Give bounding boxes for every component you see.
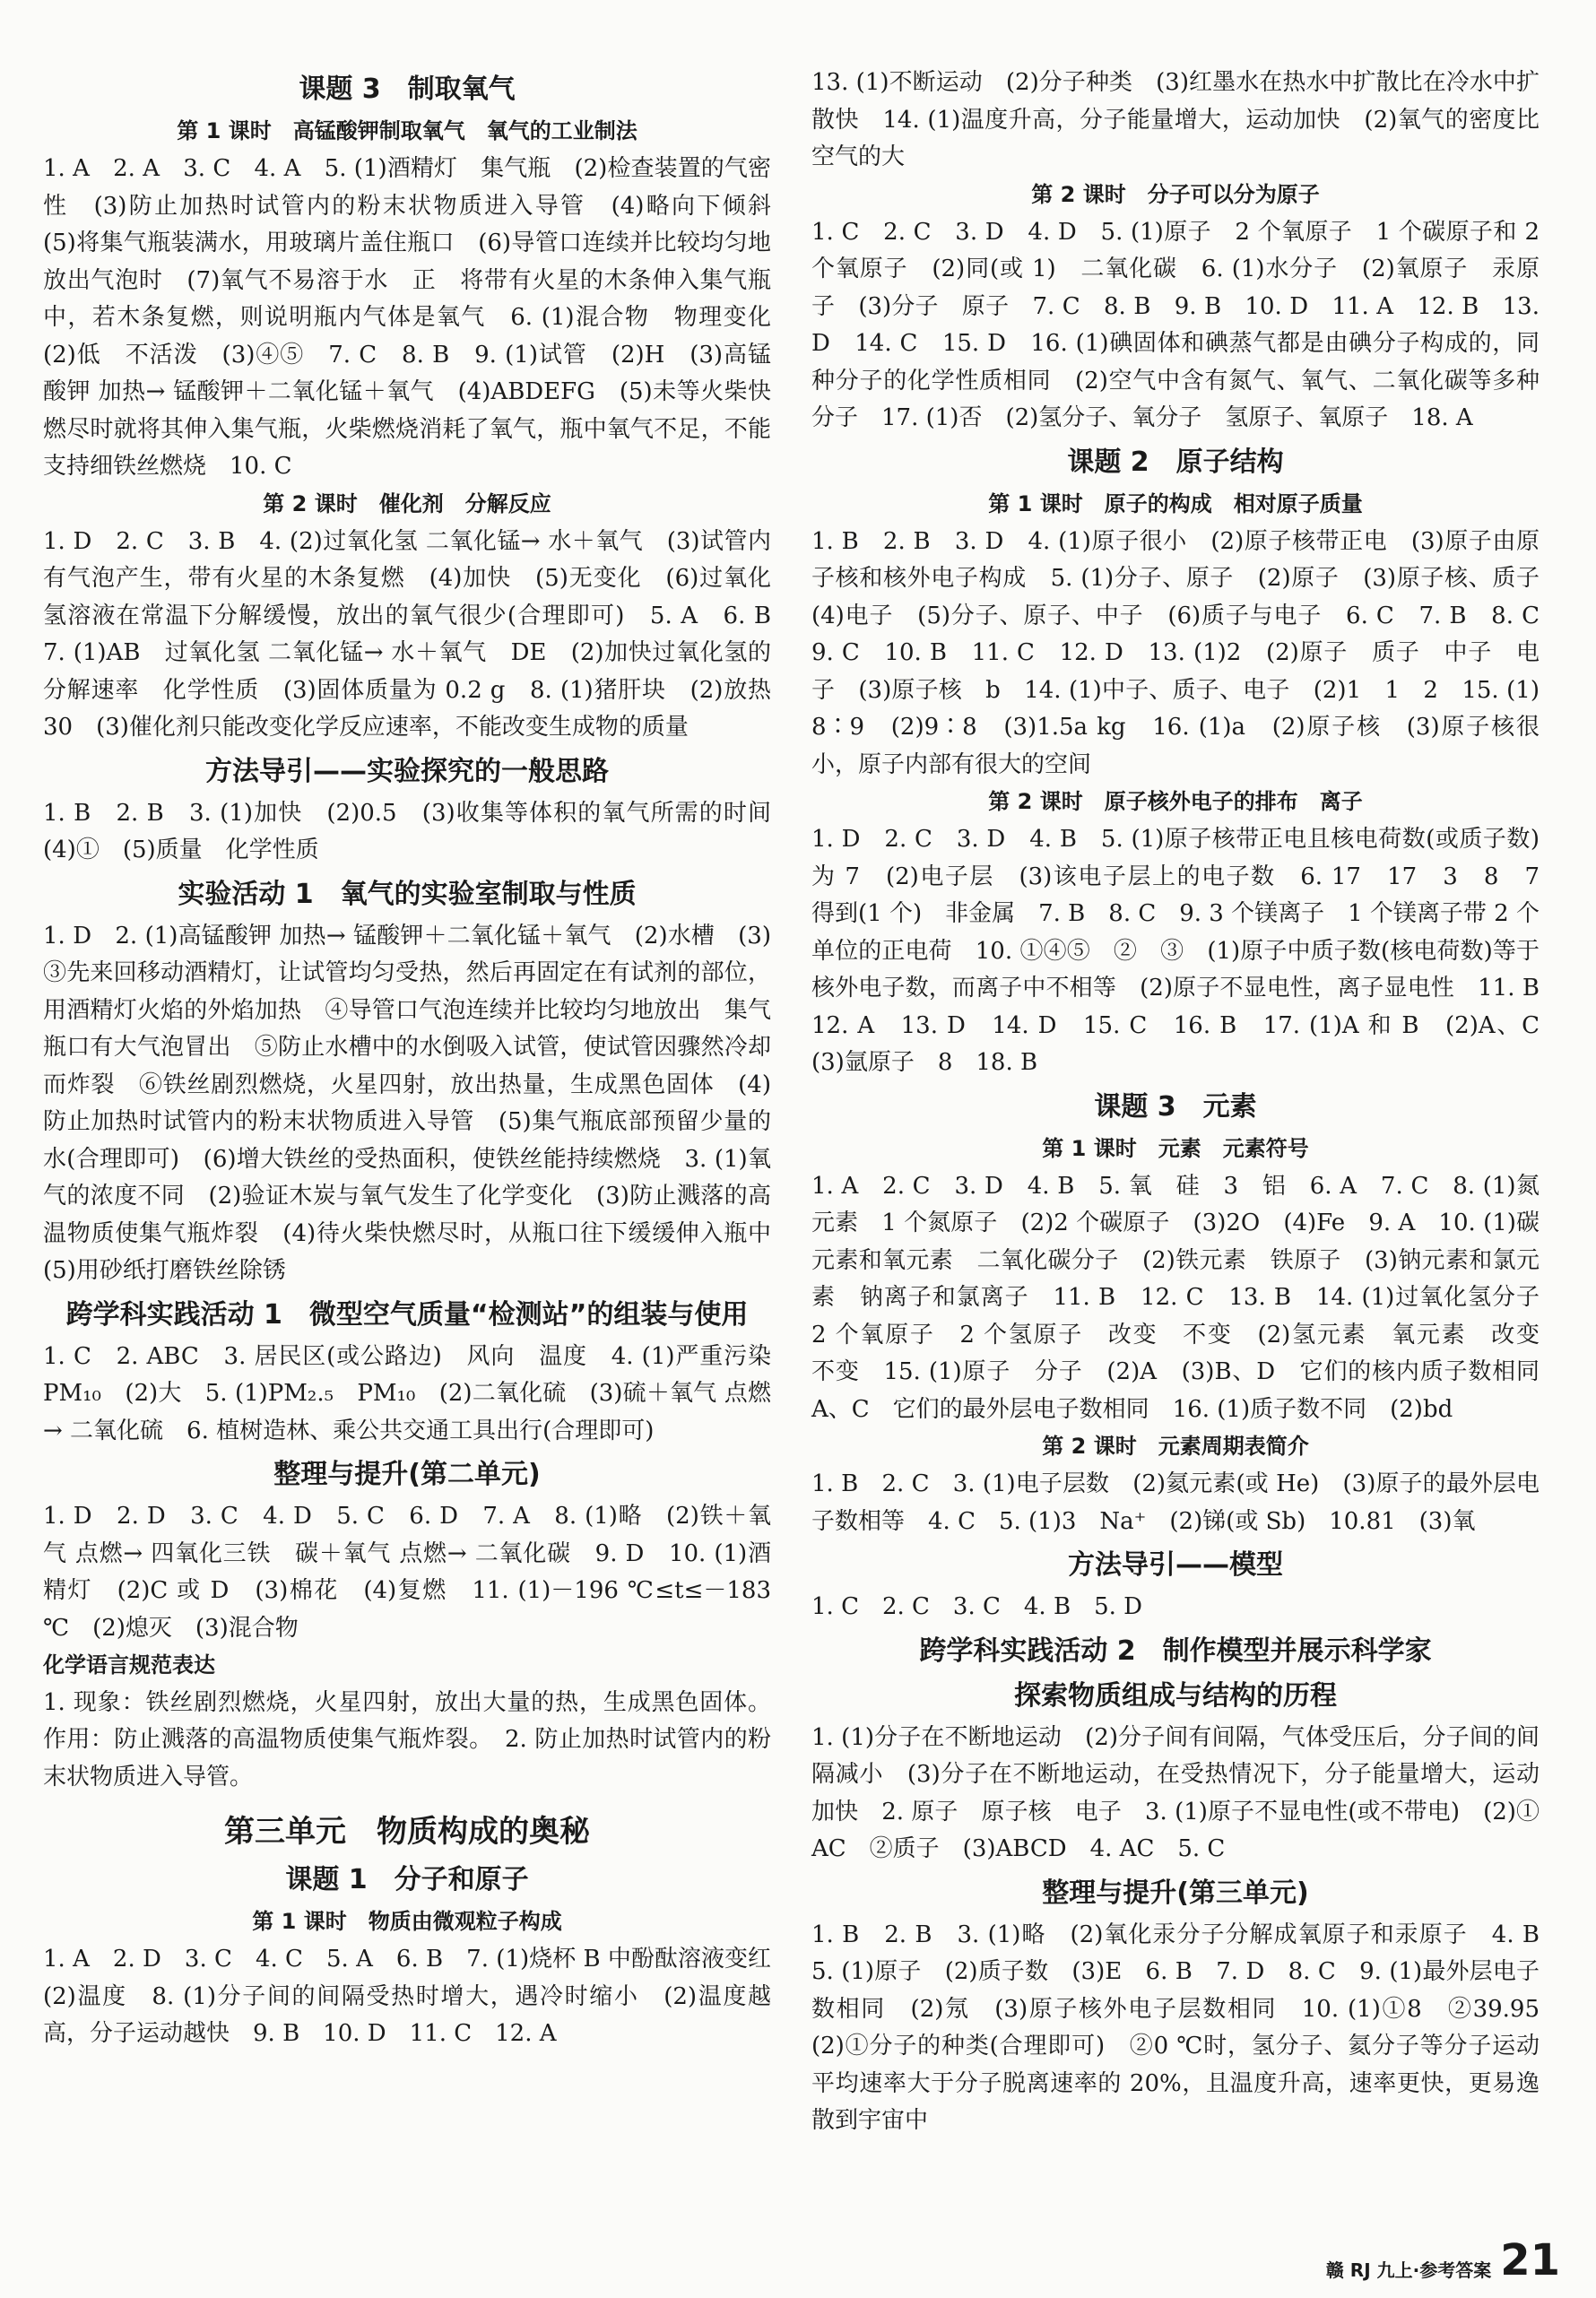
answer-paragraph: 1. D 2. (1)高锰酸钾 加热→ 锰酸钾＋二氧化锰＋氧气 (2)水槽 (3)③先来回移动酒精灯，让试管均匀受热，然后再固定在有试剂的部位，用酒精灯火焰的外焰加热 ④导管口气泡连续并比较均匀地放出 集气瓶口有大气泡冒出 ⑤防止水槽中的水倒吸入试管，使试管因骤然冷却而炸裂 ⑥铁丝剧烈燃烧，火星四射，放出热量，生成黑色固体 (4)防止加热时试管内的粉末状物质进入导管 (5)集气瓶底部预留少量的水(合理即可) (6)增大铁丝的受热面积，使铁丝能持续燃烧 3. (1)氧气的浓度不同 (2)验证木炭与氧气发生了化学变化 (3)防止溅落的高温物质使集气瓶炸裂 (4)待火柴快燃尽时，从瓶口往下缓缓伸入瓶中 (5)用砂纸打磨铁丝除锈 [43, 922, 795, 1284]
lesson-heading: 第 1 课时 高锰酸钾制取氧气 氧气的工业制法 [177, 118, 638, 143]
lesson-heading: 第 2 课时 分子可以分为原子 [1031, 181, 1320, 207]
page-number: 21 [1500, 2235, 1560, 2285]
answer-paragraph: 1. C 2. C 3. D 4. D 5. (1)原子 2 个氧原子 1 个碳原子和 2 个氧原子 (2)同(或 1) 二氧化碳 6. (1)水分子 (2)氧原子 汞原子 (3)分子 原子 7. C 8. B 9. B 10. D 11. A 12. B 13. D 14. C 15. D 16. (1)碘固体和碘蒸气都是由碘分子构成的，同种分子的化学性质相同 (2)空气中含有氮气、氧气、二氧化碳等多种分子 17. (1)否 (2)氢分子、氧分子 氢原子、氧原子 18. A [811, 218, 1540, 431]
section-heading: 整理与提升(第三单元) [1042, 1877, 1309, 1909]
section-heading: 方法导引——模型 [1068, 1549, 1283, 1581]
lesson-heading: 第 1 课时 物质由微观粒子构成 [252, 1909, 562, 1934]
lesson-heading: 第 2 课时 催化剂 分解反应 [263, 490, 551, 516]
lesson-heading: 第 2 课时 原子核外电子的排布 离子 [988, 789, 1363, 814]
page-footer [1326, 2237, 1560, 2284]
answer-paragraph: 13. (1)不断运动 (2)分子种类 (3)红墨水在热水中扩散比在冷水中扩散快 14. (1)温度升高，分子能量增大，运动加快 (2)氧气的密度比空气的大 [811, 69, 1540, 170]
footer-label: 赣 RJ 九上·参考答案 [1325, 2259, 1492, 2281]
section-heading: 实验活动 1 氧气的实验室制取与性质 [178, 878, 637, 910]
answer-paragraph: 1. A 2. A 3. C 4. A 5. (1)酒精灯 集气瓶 (2)检查装置的气密性 (3)防止加热时试管内的粉末状物质进入导管 (4)略向下倾斜 (5)将集气瓶装满水，用玻璃片盖住瓶口 (6)导管口连续并比较均匀地放出气泡时 (7)氧气不易溶于水 正 将带有火星的木条伸入集气瓶中，若木条复燃，则说明瓶内气体是氧气 6. (1)混合物 物理变化 (2)低 不活泼 (3)④⑤ 7. C 8. B 9. (1)试管 (2)H (3)高锰酸钾 加热→ 锰酸钾＋二氧化锰＋氧气 (4)ABDEFG (5)未等火柴快燃尽时就将其伸入集气瓶，火柴燃烧消耗了氧气，瓶中氧气不足，不能支持细铁丝燃烧 10. C [43, 155, 795, 480]
answer-paragraph: 1. C 2. C 3. C 4. B 5. D [811, 1593, 1142, 1620]
lesson-heading: 第 1 课时 元素 元素符号 [1042, 1135, 1309, 1161]
sub-label: 化学语言规范表达 [43, 1652, 215, 1678]
answer-paragraph: 1. A 2. D 3. C 4. C 5. A 6. B 7. (1)烧杯 B 中酚酞溶液变红 (2)温度 8. (1)分子间的间隔受热时增大，遇冷时缩小 (2)温度越高，分子运动越快 9. B 10. D 11. C 12. A [43, 1946, 795, 2047]
answer-paragraph: 1. C 2. ABC 3. 居民区(或公路边) 风向 温度 4. (1)严重污染 PM₁₀ (2)大 5. (1)PM₂.₅ PM₁₀ (2)二氧化硫 (3)硫＋氧气 点燃→ 二氧化硫 6. 植树造林、乘公共交通工具出行(合理即可) [43, 1342, 795, 1444]
lesson-heading: 第 2 课时 元素周期表简介 [1042, 1434, 1309, 1459]
answer-paragraph: 1. D 2. C 3. D 4. B 5. (1)原子核带正电且核电荷数(或质子数)为 7 (2)电子层 (3)该电子层上的电子数 6. 17 17 3 8 7 得到(1 个) 非金属 7. B 8. C 9. 3 个镁离子 1 个镁离子带 2 个单位的正电荷 10. ①④⑤ ② ③ (1)原子中质子数(核电荷数)等于核外电子数，而离子中不相等 (2)原子不显电性，离子显电性 11. B 12. A 13. D 14. D 15. C 16. B 17. (1)A 和 B (2)A、C (3)氩原子 8 18. B [811, 826, 1564, 1076]
answer-paragraph: 1. B 2. B 3. D 4. (1)原子很小 (2)原子核带正电 (3)原子由原子核和核外电子构成 5. (1)分子、原子 (2)原子 (3)原子核、质子 (4)电子 (5)分子、原子、中子 (6)质子与电子 6. C 7. B 8. C 9. C 10. B 11. C 12. D 13. (1)2 (2)原子 质子 中子 电子 (3)原子核 b 14. (1)中子、质子、电子 (2)1 1 2 15. (1)8∶9 (2)9∶8 (3)1.5a kg 16. (1)a (2)原子核 (3)原子核很小，原子内部有很大的空间 [811, 527, 1564, 778]
answer-paragraph: 1. (1)分子在不断地运动 (2)分子间有间隔，气体受压后，分子间的间隔减小 (3)分子在不断地运动，在受热情况下，分子能量增大，运动加快 2. 原子 原子核 电子 3. (1)原子不显电性(或不带电) (2)①AC ②质子 (3)ABCD 4. AC 5. C [811, 1723, 1540, 1862]
section-heading: 课题 3 制取氧气 [299, 74, 516, 105]
unit-heading: 第三单元 物质构成的奥秘 [224, 1814, 590, 1850]
answer-paragraph: 1. B 2. B 3. (1)加快 (2)0.5 (3)收集等体积的氧气所需的时间 (4)① (5)质量 化学性质 [43, 799, 795, 863]
answer-paragraph: 1. B 2. B 3. (1)略 (2)氧化汞分子分解成氧原子和汞原子 4. B 5. (1)原子 (2)质子数 (3)E 6. B 7. D 8. C 9. (1)最外层电子数相同 (2)氖 (3)原子核外电子层数相同 10. (1)①8 ②39.95 (2)①分子的种类(合理即可) ②0 ℃时，氢分子、氦分子等分子运动平均速率大于分子脱离速率的 20%，且温度升高，速率更快，更易逸散到宇宙中 [811, 1921, 1564, 2134]
section-heading: 课题 2 原子结构 [1067, 446, 1284, 478]
answer-paragraph: 1. D 2. C 3. B 4. (2)过氧化氢 二氧化锰→ 水＋氧气 (3)试管内有气泡产生，带有火星的木条复燃 (4)加快 (5)无变化 (6)过氧化氢溶液在常温下分解缓慢，放出的氧气很少(合理即可) 5. A 6. B 7. (1)AB 过氧化氢 二氧化锰→ 水＋氧气 DE (2)加快过氧化氢的分解速率 化学性质 (3)固体质量为 0.2 g 8. (1)猪肝块 (2)放热 30 (3)催化剂只能改变化学反应速率，不能改变生成物的质量 [43, 527, 795, 741]
section-heading: 跨学科实践活动 2 制作模型并展示科学家 [919, 1635, 1432, 1667]
section-heading: 探索物质组成与结构的历程 [1014, 1679, 1337, 1712]
answer-paragraph: 1. A 2. C 3. D 4. B 5. 氧 硅 3 铝 6. A 7. C 8. (1)氮元素 1 个氮原子 (2)2 个碳原子 (3)2O (4)Fe 9. A 10. (1)碳元素和氧元素 二氧化碳分子 (2)铁元素 铁原子 (3)钠元素和氯元素 钠离子和氯离子 11. B 12. C 13. B 14. (1)过氧化氢分子 2 个氧原子 2 个氢原子 改变 不变 (2)氢元素 氧元素 改变 不变 15. (1)原子 分子 (2)A (3)B、D 它们的核内质子数相同 A、C 它们的最外层电子数相同 16. (1)质子数不同 (2)bd [811, 1172, 1564, 1423]
left-column [43, 65, 795, 2053]
section-heading: 方法导引——实验探究的一般思路 [205, 755, 609, 787]
right-column [811, 65, 1564, 2140]
lesson-heading: 第 1 课时 原子的构成 相对原子质量 [988, 490, 1363, 516]
answer-paragraph: 1. D 2. D 3. C 4. D 5. C 6. D 7. A 8. (1)略 (2)铁＋氧气 点燃→ 四氧化三铁 碳＋氧气 点燃→ 二氧化碳 9. D 10. (1)酒精灯 (2)C 或 D (3)棉花 (4)复燃 11. (1)－196 ℃≤t≤－183 ℃ (2)熄灭 (3)混合物 [43, 1503, 771, 1642]
section-heading: 课题 1 分子和原子 [285, 1864, 529, 1895]
answer-paragraph: 1. B 2. C 3. (1)电子层数 (2)氦元素(或 He) (3)原子的最外层电子数相等 4. C 5. (1)3 Na⁺ (2)锑(或 Sb) 10.81 (3)氧 [811, 1470, 1540, 1535]
answer-paragraph: 1. 现象：铁丝剧烈燃烧，火星四射，放出大量的热，生成黑色固体。作用：防止溅落的高温物质使集气瓶炸裂。 2. 防止加热时试管内的粉末状物质进入导管。 [43, 1688, 771, 1791]
section-heading: 课题 3 元素 [1094, 1090, 1257, 1123]
section-heading: 整理与提升(第二单元) [273, 1459, 541, 1490]
section-heading: 跨学科实践活动 1 微型空气质量“检测站”的组装与使用 [65, 1298, 749, 1331]
